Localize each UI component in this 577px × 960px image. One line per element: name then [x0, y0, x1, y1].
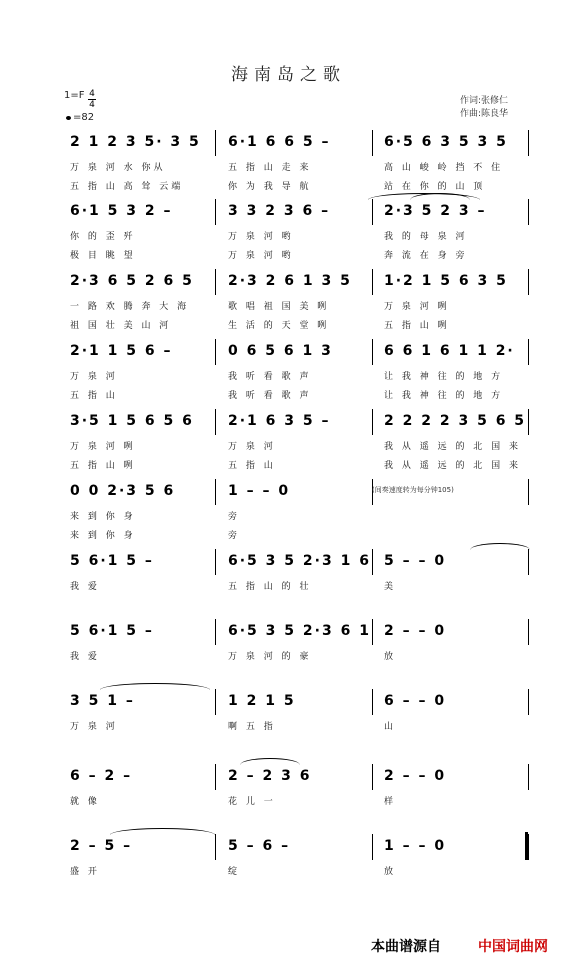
notation-measure: 3 3 2 3 6 –: [228, 203, 331, 219]
lyric-line: 万 泉 河 咧: [384, 302, 450, 312]
notation-measure: 2·1 1 5 6 –: [70, 343, 173, 359]
footer-site-name: 中国词曲网: [478, 939, 548, 955]
lyric-line: 万 泉 河: [70, 372, 118, 382]
bar-line: [215, 339, 216, 365]
lyric-line: 山: [384, 722, 397, 732]
notation-measure: 2·3 2 6 1 3 5: [228, 273, 352, 289]
bar-line: [372, 619, 373, 645]
notation-measure: 2 1 2 3 5· 3 5: [70, 134, 201, 150]
bar-line: [215, 689, 216, 715]
lyric-line: 万 泉 河 的 豪: [228, 652, 312, 662]
lyric-line: 奔 流 在 身 旁: [384, 251, 468, 261]
bar-line: [215, 479, 216, 505]
tempo-change-note: (间奏速度转为每分钟105): [372, 486, 454, 494]
bar-line-end: [528, 764, 529, 790]
notation-measure: 2 – 2 3 6: [228, 768, 312, 784]
key-signature: 1=F: [64, 90, 85, 101]
notation-measure: 6·5 6 3 5 3 5: [384, 134, 508, 150]
lyric-line: 花 儿 一: [228, 797, 276, 807]
lyric-line: 五 指 山: [228, 461, 276, 471]
notation-measure: 0 6 5 6 1 3: [228, 343, 333, 359]
notation-measure: 6·5 3 5 2·3 1 6: [228, 553, 371, 569]
bar-line: [372, 409, 373, 435]
tie-slur: [100, 683, 210, 690]
bar-line-end: [528, 689, 529, 715]
footer-source-label: 本曲谱源自: [371, 939, 441, 955]
bar-line: [215, 549, 216, 575]
final-bar-line: [525, 832, 528, 860]
notation-measure: 1·2 1 5 6 3 5: [384, 273, 508, 289]
lyric-line: 美: [384, 582, 397, 592]
bar-line: [372, 269, 373, 295]
lyric-line: 祖 国 壮 美 山 河: [70, 321, 172, 331]
lyric-line: 样: [384, 797, 397, 807]
composer-credit: 作曲:陈良华: [460, 109, 509, 119]
bar-line: [215, 199, 216, 225]
notation-measure: 2 – – 0: [384, 768, 447, 784]
lyric-line: 放: [384, 652, 397, 662]
bar-line-end: [528, 199, 529, 225]
notation-measure: 1 – – 0: [228, 483, 291, 499]
lyric-line: 万 泉 河: [228, 442, 276, 452]
lyric-line: 一 路 欢 腾 奔 大 海: [70, 302, 190, 312]
lyric-line: 歌 唱 祖 国 美 咧: [228, 302, 330, 312]
notation-measure: 6·5 3 5 2·3 6 1: [228, 623, 371, 639]
bar-line: [372, 130, 373, 156]
notation-measure: 6 – – 0: [384, 693, 447, 709]
lyric-line: 五 指 山 的 壮: [228, 582, 312, 592]
tempo-value: =82: [73, 112, 95, 123]
lyric-line: 啊 五 指: [228, 722, 276, 732]
bar-line: [215, 269, 216, 295]
lyric-line: 五 指 山 走 来: [228, 163, 312, 173]
lyric-line: 我 的 母 泉 河: [384, 232, 468, 242]
bar-line: [215, 130, 216, 156]
lyric-line: 五 指 山 咧: [70, 461, 136, 471]
lyric-line: 站 在 你 的 山 顶: [384, 182, 486, 192]
lyric-line: 你 的 歪 歼: [70, 232, 136, 242]
tie-slur: [240, 758, 300, 765]
tie-slur: [110, 828, 215, 835]
lyric-line: 生 活 的 天 堂 咧: [228, 321, 330, 331]
lyric-line: 我 从 遥 远 的 北 国 来: [384, 461, 522, 471]
notation-measure: 1 – – 0: [384, 838, 447, 854]
song-title: 海南岛之歌: [231, 65, 346, 85]
lyric-line: 五 指 山 高 耸 云端: [70, 182, 184, 192]
lyric-line: 你 为 我 导 航: [228, 182, 312, 192]
lyric-line: 我 爱: [70, 652, 100, 662]
notation-measure: 1 2 1 5: [228, 693, 296, 709]
bar-line-end: [528, 834, 529, 860]
lyric-line: 我 听 看 歌 声: [228, 391, 312, 401]
bar-line-end: [528, 619, 529, 645]
lyric-line: 万 泉 河: [70, 722, 118, 732]
bar-line: [372, 339, 373, 365]
time-signature: [88, 89, 96, 110]
lyric-line: 万 泉 河 咧: [70, 442, 136, 452]
bar-line: [372, 764, 373, 790]
notation-measure: 5 – 6 –: [228, 838, 291, 854]
lyric-line: 极 目 眺 望: [70, 251, 136, 261]
bar-line: [372, 689, 373, 715]
lyric-line: 旁: [228, 531, 241, 541]
notation-measure: 2·3 6 5 2 6 5: [70, 273, 194, 289]
notation-measure: 2 – – 0: [384, 623, 447, 639]
bar-line: [215, 764, 216, 790]
quarter-note-icon: [66, 116, 71, 120]
bar-line-end: [528, 339, 529, 365]
bar-line: [215, 619, 216, 645]
bar-line-end: [528, 479, 529, 505]
lyric-line: 来 到 你 身: [70, 531, 136, 541]
notation-measure: 5 6·1 5 –: [70, 623, 154, 639]
notation-measure: 2 2 2 2 3 5 6 5: [384, 413, 527, 429]
notation-measure: 6·1 6 6 5 –: [228, 134, 331, 150]
notation-measure: 3 5 1 –: [70, 693, 135, 709]
notation-measure: 2·1 6 3 5 –: [228, 413, 331, 429]
notation-measure: 5 – – 0: [384, 553, 447, 569]
bar-line: [215, 409, 216, 435]
lyric-line: 就 像: [70, 797, 100, 807]
lyricist-credit: 作词:张修仁: [460, 96, 509, 106]
lyric-line: 万 泉 河 哟: [228, 232, 294, 242]
bar-line: [215, 834, 216, 860]
lyric-line: 我 从 遥 远 的 北 国 来: [384, 442, 522, 452]
notation-measure: 0 0 2·3 5 6: [70, 483, 176, 499]
bar-line: [372, 834, 373, 860]
bar-line: [372, 549, 373, 575]
lyric-line: 放: [384, 867, 397, 877]
lyric-line: 盛 开: [70, 867, 100, 877]
lyric-line: 我 爱: [70, 582, 100, 592]
time-top: 4: [89, 89, 95, 99]
notation-measure: 2 – 5 –: [70, 838, 133, 854]
lyric-line: 让 我 神 往 的 地 方: [384, 372, 504, 382]
bar-line-end: [528, 409, 529, 435]
notation-measure: 6 – 2 –: [70, 768, 133, 784]
notation-measure: 5 6·1 5 –: [70, 553, 154, 569]
bar-line-end: [528, 549, 529, 575]
lyric-line: 旁: [228, 512, 241, 522]
lyric-line: 万 泉 河 水 你从: [70, 163, 166, 173]
notation-measure: 6 6 1 6 1 1 2·: [384, 343, 515, 359]
lyric-line: 万 泉 河 哟: [228, 251, 294, 261]
lyric-line: 绽: [228, 867, 241, 877]
bar-line: [372, 199, 373, 225]
bar-line-end: [528, 130, 529, 156]
lyric-line: 来 到 你 身: [70, 512, 136, 522]
lyric-line: 高 山 峻 岭 挡 不 住: [384, 163, 504, 173]
lyric-line: 五 指 山 咧: [384, 321, 450, 331]
tie-slur: [470, 543, 530, 550]
lyric-line: 五 指 山: [70, 391, 118, 401]
bar-line-end: [528, 269, 529, 295]
lyric-line: 我 听 看 歌 声: [228, 372, 312, 382]
time-bottom: 4: [89, 100, 95, 110]
notation-measure: 2·3 5 2 3 –: [384, 203, 487, 219]
notation-measure: 6·1 5 3 2 –: [70, 203, 173, 219]
lyric-line: 让 我 神 往 的 地 方: [384, 391, 504, 401]
notation-measure: 3·5 1 5 6 5 6: [70, 413, 194, 429]
tie-slur: [410, 193, 470, 200]
tempo-marking: [66, 112, 94, 123]
